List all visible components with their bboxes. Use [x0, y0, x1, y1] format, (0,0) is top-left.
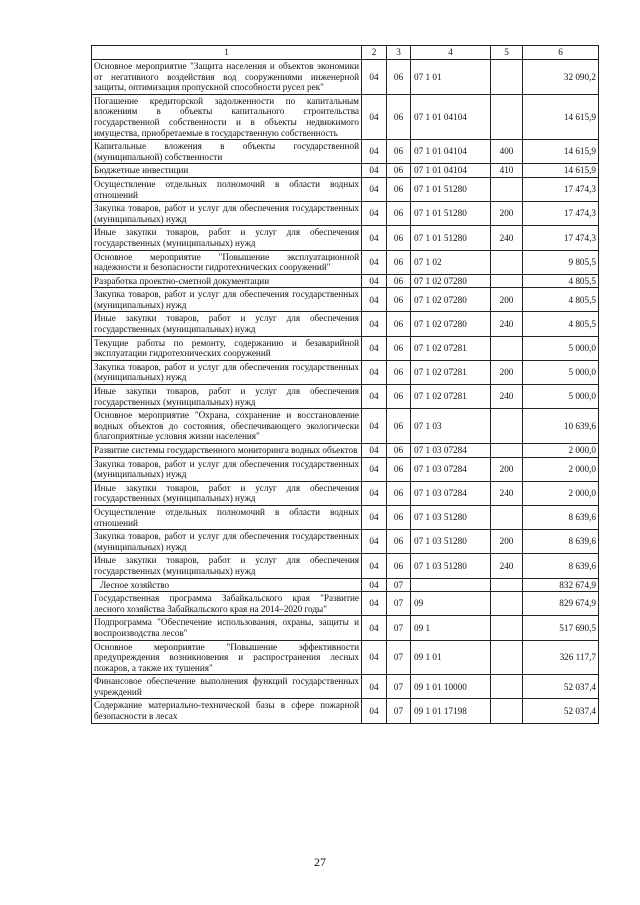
row-expense-type-cell [491, 675, 523, 699]
table-row [92, 481, 599, 505]
row-name-cell: Погашение кредиторской задолженности по капитальным вложениям в объекты капитального строительства государственной собственности и в объекты недвижимого имущества, приобретаемые в государственную собственность [92, 94, 362, 139]
row-subsection-cell: 06 [387, 164, 411, 178]
row-target-article-cell: 07 1 01 04104 [411, 94, 491, 139]
row-target-article-cell: 09 1 [411, 616, 491, 640]
row-expense-type-cell: 240 [491, 226, 523, 250]
table-row [92, 312, 599, 336]
table-row [92, 699, 599, 723]
row-subsection-cell: 06 [387, 444, 411, 458]
row-expense-type-cell [491, 60, 523, 95]
row-expense-type-cell: 240 [491, 554, 523, 578]
table-row [92, 226, 599, 250]
row-expense-type-cell: 240 [491, 481, 523, 505]
table-row [92, 592, 599, 616]
row-name-cell: Основное мероприятие "Повышение эксплуатационной надежности и безопасности гидротехнических сооружений" [92, 250, 362, 274]
row-section-cell: 04 [362, 699, 387, 723]
page-number: 27 [314, 855, 326, 869]
row-expense-type-cell [491, 699, 523, 723]
table-row [92, 385, 599, 409]
row-name-cell: Подпрограмма "Обеспечение использования, охраны, защиты и воспроизводства лесов" [92, 616, 362, 640]
row-section-cell: 04 [362, 409, 387, 444]
row-expense-type-cell: 200 [491, 530, 523, 554]
row-subsection-cell: 06 [387, 336, 411, 360]
row-target-article-cell: 09 1 01 17198 [411, 699, 491, 723]
row-expense-type-cell [491, 505, 523, 529]
row-section-cell: 04 [362, 640, 387, 675]
row-subsection-cell: 06 [387, 360, 411, 384]
table-row [92, 616, 599, 640]
row-section-cell: 04 [362, 675, 387, 699]
row-section-cell: 04 [362, 60, 387, 95]
row-name-cell: Иные закупки товаров, работ и услуг для обеспечения государственных (муниципальных) нужд [92, 226, 362, 250]
row-subsection-cell: 07 [387, 699, 411, 723]
row-expense-type-cell: 240 [491, 385, 523, 409]
row-section-cell: 04 [362, 336, 387, 360]
row-subsection-cell: 07 [387, 578, 411, 592]
header-col-5: 5 [491, 46, 523, 60]
row-target-article-cell: 07 1 02 07281 [411, 360, 491, 384]
row-amount-cell: 8 639,6 [523, 530, 599, 554]
row-amount-cell: 52 037,4 [523, 699, 599, 723]
row-section-cell: 04 [362, 177, 387, 201]
table-row [92, 530, 599, 554]
row-name-cell: Текущие работы по ремонту, содержанию и безаварийной эксплуатации гидротехнических сооружений [92, 336, 362, 360]
row-name-cell: Содержание материально-технической базы в сфере пожарной безопасности в лесах [92, 699, 362, 723]
row-name-cell: Финансовое обеспечение выполнения функций государственных учреждений [92, 675, 362, 699]
table-row [92, 457, 599, 481]
row-section-cell: 04 [362, 288, 387, 312]
row-section-cell: 04 [362, 578, 387, 592]
row-target-article-cell: 07 1 01 04104 [411, 164, 491, 178]
row-subsection-cell: 07 [387, 592, 411, 616]
row-target-article-cell [411, 578, 491, 592]
row-name-cell: Иные закупки товаров, работ и услуг для обеспечения государственных (муниципальных) нужд [92, 481, 362, 505]
row-subsection-cell: 06 [387, 140, 411, 164]
row-expense-type-cell [491, 444, 523, 458]
row-expense-type-cell: 410 [491, 164, 523, 178]
row-target-article-cell: 07 1 02 07280 [411, 312, 491, 336]
row-name-cell: Лесное хозяйство [92, 578, 362, 592]
row-section-cell: 04 [362, 385, 387, 409]
row-section-cell: 04 [362, 226, 387, 250]
row-section-cell: 04 [362, 250, 387, 274]
row-target-article-cell: 07 1 03 07284 [411, 457, 491, 481]
row-section-cell: 04 [362, 94, 387, 139]
table-row [92, 94, 599, 139]
header-col-1: 1 [92, 46, 362, 60]
row-expense-type-cell [491, 409, 523, 444]
table-row [92, 578, 599, 592]
row-expense-type-cell: 240 [491, 312, 523, 336]
header-col-2: 2 [362, 46, 387, 60]
row-subsection-cell: 07 [387, 675, 411, 699]
row-subsection-cell: 06 [387, 457, 411, 481]
row-target-article-cell: 07 1 01 [411, 60, 491, 95]
budget-table [91, 45, 599, 724]
row-subsection-cell: 06 [387, 94, 411, 139]
row-section-cell: 04 [362, 140, 387, 164]
row-expense-type-cell [491, 616, 523, 640]
table-row [92, 554, 599, 578]
row-section-cell: 04 [362, 457, 387, 481]
row-amount-cell: 4 805,5 [523, 312, 599, 336]
table-row [92, 409, 599, 444]
row-name-cell: Основное мероприятие "Охрана, сохранение и восстановление водных объектов до состояния, обеспечивающего экологически благоприятные условия жизни населения" [92, 409, 362, 444]
row-amount-cell: 326 117,7 [523, 640, 599, 675]
row-name-cell: Закупка товаров, работ и услуг для обеспечения государственных (муниципальных) нужд [92, 288, 362, 312]
row-name-cell: Закупка товаров, работ и услуг для обеспечения государственных (муниципальных) нужд [92, 457, 362, 481]
row-expense-type-cell [491, 94, 523, 139]
header-row [92, 46, 599, 60]
row-name-cell: Закупка товаров, работ и услуг для обеспечения государственных (муниципальных) нужд [92, 530, 362, 554]
row-subsection-cell: 06 [387, 60, 411, 95]
row-amount-cell: 17 474,3 [523, 226, 599, 250]
row-name-cell: Иные закупки товаров, работ и услуг для обеспечения государственных (муниципальных) нужд [92, 385, 362, 409]
row-section-cell: 04 [362, 592, 387, 616]
header-col-4: 4 [411, 46, 491, 60]
row-name-cell: Осуществление отдельных полномочий в области водных отношений [92, 177, 362, 201]
table-row [92, 140, 599, 164]
row-target-article-cell: 07 1 02 07280 [411, 288, 491, 312]
row-expense-type-cell [491, 274, 523, 288]
row-target-article-cell: 09 [411, 592, 491, 616]
table-row [92, 640, 599, 675]
row-target-article-cell: 07 1 03 51280 [411, 505, 491, 529]
row-expense-type-cell [491, 578, 523, 592]
row-amount-cell: 14 615,9 [523, 94, 599, 139]
header-col-3: 3 [387, 46, 411, 60]
table-row [92, 60, 599, 95]
row-target-article-cell: 09 1 01 [411, 640, 491, 675]
row-expense-type-cell: 200 [491, 360, 523, 384]
row-name-cell: Закупка товаров, работ и услуг для обеспечения государственных (муниципальных) нужд [92, 360, 362, 384]
row-target-article-cell: 07 1 01 51280 [411, 226, 491, 250]
row-amount-cell: 9 805,5 [523, 250, 599, 274]
row-amount-cell: 8 639,6 [523, 505, 599, 529]
row-target-article-cell: 07 1 01 04104 [411, 140, 491, 164]
row-subsection-cell: 06 [387, 250, 411, 274]
row-target-article-cell: 07 1 02 [411, 250, 491, 274]
row-amount-cell: 52 037,4 [523, 675, 599, 699]
row-amount-cell: 2 000,0 [523, 481, 599, 505]
row-subsection-cell: 06 [387, 530, 411, 554]
row-target-article-cell: 07 1 03 51280 [411, 554, 491, 578]
row-subsection-cell: 06 [387, 554, 411, 578]
row-amount-cell: 14 615,9 [523, 140, 599, 164]
row-target-article-cell: 07 1 03 51280 [411, 530, 491, 554]
row-amount-cell: 5 000,0 [523, 385, 599, 409]
row-name-cell: Развитие системы государственного мониторинга водных объектов [92, 444, 362, 458]
table-row [92, 336, 599, 360]
row-subsection-cell: 07 [387, 640, 411, 675]
table-row [92, 274, 599, 288]
row-section-cell: 04 [362, 505, 387, 529]
row-expense-type-cell [491, 336, 523, 360]
row-amount-cell: 32 090,2 [523, 60, 599, 95]
table-row [92, 250, 599, 274]
row-subsection-cell: 06 [387, 274, 411, 288]
row-name-cell: Закупка товаров, работ и услуг для обеспечения государственных (муниципальных) нужд [92, 202, 362, 226]
row-amount-cell: 5 000,0 [523, 336, 599, 360]
table-row [92, 505, 599, 529]
row-target-article-cell: 07 1 02 07281 [411, 385, 491, 409]
row-section-cell: 04 [362, 616, 387, 640]
row-amount-cell: 517 690,5 [523, 616, 599, 640]
row-amount-cell: 829 674,9 [523, 592, 599, 616]
table-row [92, 177, 599, 201]
row-expense-type-cell: 200 [491, 288, 523, 312]
row-subsection-cell: 06 [387, 177, 411, 201]
row-section-cell: 04 [362, 554, 387, 578]
row-name-cell: Государственная программа Забайкальского края "Развитие лесного хозяйства Забайкальского края на 2014–2020 годы" [92, 592, 362, 616]
row-target-article-cell: 09 1 01 10000 [411, 675, 491, 699]
row-expense-type-cell: 200 [491, 457, 523, 481]
row-section-cell: 04 [362, 274, 387, 288]
row-section-cell: 04 [362, 164, 387, 178]
row-amount-cell: 2 000,0 [523, 457, 599, 481]
row-subsection-cell: 06 [387, 288, 411, 312]
row-expense-type-cell [491, 592, 523, 616]
row-target-article-cell: 07 1 03 07284 [411, 444, 491, 458]
row-name-cell: Капитальные вложения в объекты государственной (муниципальной) собственности [92, 140, 362, 164]
row-section-cell: 04 [362, 444, 387, 458]
row-name-cell: Иные закупки товаров, работ и услуг для обеспечения государственных (муниципальных) нужд [92, 312, 362, 336]
row-amount-cell: 832 674,9 [523, 578, 599, 592]
row-subsection-cell: 06 [387, 505, 411, 529]
budget-table-container [91, 45, 598, 724]
row-section-cell: 04 [362, 481, 387, 505]
row-section-cell: 04 [362, 312, 387, 336]
row-name-cell: Бюджетные инвестиции [92, 164, 362, 178]
row-name-cell: Осуществление отдельных полномочий в области водных отношений [92, 505, 362, 529]
table-row [92, 288, 599, 312]
table-row [92, 444, 599, 458]
row-subsection-cell: 06 [387, 226, 411, 250]
row-amount-cell: 4 805,5 [523, 288, 599, 312]
table-row [92, 675, 599, 699]
row-subsection-cell: 06 [387, 312, 411, 336]
row-expense-type-cell: 200 [491, 202, 523, 226]
row-expense-type-cell [491, 250, 523, 274]
row-amount-cell: 14 615,9 [523, 164, 599, 178]
row-target-article-cell: 07 1 01 51280 [411, 202, 491, 226]
row-target-article-cell: 07 1 02 07281 [411, 336, 491, 360]
row-subsection-cell: 06 [387, 409, 411, 444]
row-amount-cell: 4 805,5 [523, 274, 599, 288]
table-row [92, 360, 599, 384]
row-name-cell: Основное мероприятие "Повышение эффективности предупреждения возникновения и распространения лесных пожаров, а также их тушения" [92, 640, 362, 675]
row-name-cell: Разработка проектно-сметной документации [92, 274, 362, 288]
row-expense-type-cell [491, 177, 523, 201]
row-target-article-cell: 07 1 01 51280 [411, 177, 491, 201]
row-amount-cell: 17 474,3 [523, 177, 599, 201]
row-subsection-cell: 07 [387, 616, 411, 640]
row-target-article-cell: 07 1 03 07284 [411, 481, 491, 505]
row-amount-cell: 17 474,3 [523, 202, 599, 226]
row-expense-type-cell: 400 [491, 140, 523, 164]
row-subsection-cell: 06 [387, 481, 411, 505]
table-row [92, 164, 599, 178]
row-target-article-cell: 07 1 02 07280 [411, 274, 491, 288]
row-amount-cell: 8 639,6 [523, 554, 599, 578]
row-name-cell: Иные закупки товаров, работ и услуг для обеспечения государственных (муниципальных) нужд [92, 554, 362, 578]
row-subsection-cell: 06 [387, 202, 411, 226]
header-col-6: 6 [523, 46, 599, 60]
row-subsection-cell: 06 [387, 385, 411, 409]
row-section-cell: 04 [362, 360, 387, 384]
row-target-article-cell: 07 1 03 [411, 409, 491, 444]
row-name-cell: Основное мероприятие "Защита населения и объектов экономики от негативного воздействия вод сооружениями инженерной защиты, оптимизация пропускной способности русел рек" [92, 60, 362, 95]
row-expense-type-cell [491, 640, 523, 675]
row-section-cell: 04 [362, 530, 387, 554]
table-row [92, 202, 599, 226]
row-amount-cell: 5 000,0 [523, 360, 599, 384]
row-amount-cell: 10 639,6 [523, 409, 599, 444]
row-amount-cell: 2 000,0 [523, 444, 599, 458]
row-section-cell: 04 [362, 202, 387, 226]
